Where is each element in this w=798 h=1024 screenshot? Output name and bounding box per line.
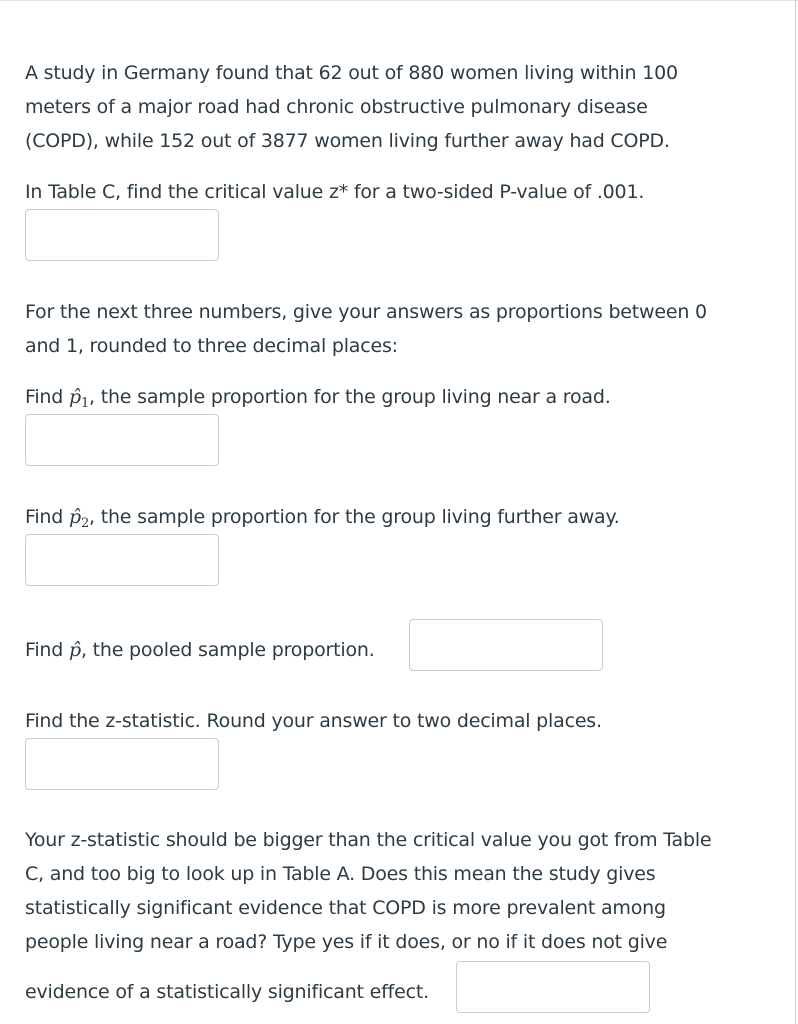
q2-prefix: Find	[25, 386, 69, 408]
intro-line-2: meters of a major road had chronic obstructive pulmonary disease	[25, 96, 648, 118]
top-border	[0, 0, 798, 1]
q3-prefix: Find	[25, 506, 69, 528]
q2-suffix: , the sample proportion for the group living near a road.	[89, 386, 611, 408]
p-hat-1-input[interactable]	[25, 414, 219, 466]
p-hat-1-symbol: p̂	[68, 386, 81, 408]
question-critical-value: In Table C, find the critical value z* for a two-sided P-value of .001.	[25, 181, 645, 203]
q6-line-1: Your z-statistic should be bigger than the critical value you got from Table	[25, 829, 712, 851]
significance-answer-input[interactable]	[456, 961, 650, 1013]
z-statistic-input[interactable]	[25, 738, 219, 790]
p-hat-2-input[interactable]	[25, 534, 219, 586]
pooled-p-input[interactable]	[409, 619, 603, 671]
instructions-line-2: and 1, rounded to three decimal places:	[25, 335, 398, 357]
question-z-statistic: Find the z-statistic. Round your answer to two decimal places.	[25, 710, 602, 732]
intro-line-1: A study in Germany found that 62 out of 880 women living within 100	[25, 62, 678, 84]
q6-line-2: C, and too big to look up in Table A. Does this mean the study gives	[25, 863, 656, 885]
right-border	[795, 0, 796, 1024]
instructions-line-1: For the next three numbers, give your answers as proportions between 0	[25, 301, 707, 323]
q6-line-3: statistically significant evidence that COPD is more prevalent among	[25, 897, 666, 919]
q4-prefix: Find	[25, 639, 69, 661]
q3-suffix: , the sample proportion for the group living further away.	[89, 506, 620, 528]
critical-value-input[interactable]	[25, 209, 219, 261]
q6-line-5: evidence of a statistically significant effect.	[25, 981, 429, 1003]
p-hat-1-subscript: 1	[80, 396, 90, 411]
p-hat-2-subscript: 2	[80, 516, 90, 531]
intro-line-3: (COPD), while 152 out of 3877 women living further away had COPD.	[25, 130, 670, 152]
p-hat-2-symbol: p̂	[68, 506, 81, 528]
q4-suffix: , the pooled sample proportion.	[80, 639, 375, 661]
p-hat-symbol: p̂	[68, 639, 81, 661]
question-pooled-p	[25, 633, 375, 667]
q6-line-4: people living near a road? Type yes if it does, or no if it does not give	[25, 931, 668, 953]
